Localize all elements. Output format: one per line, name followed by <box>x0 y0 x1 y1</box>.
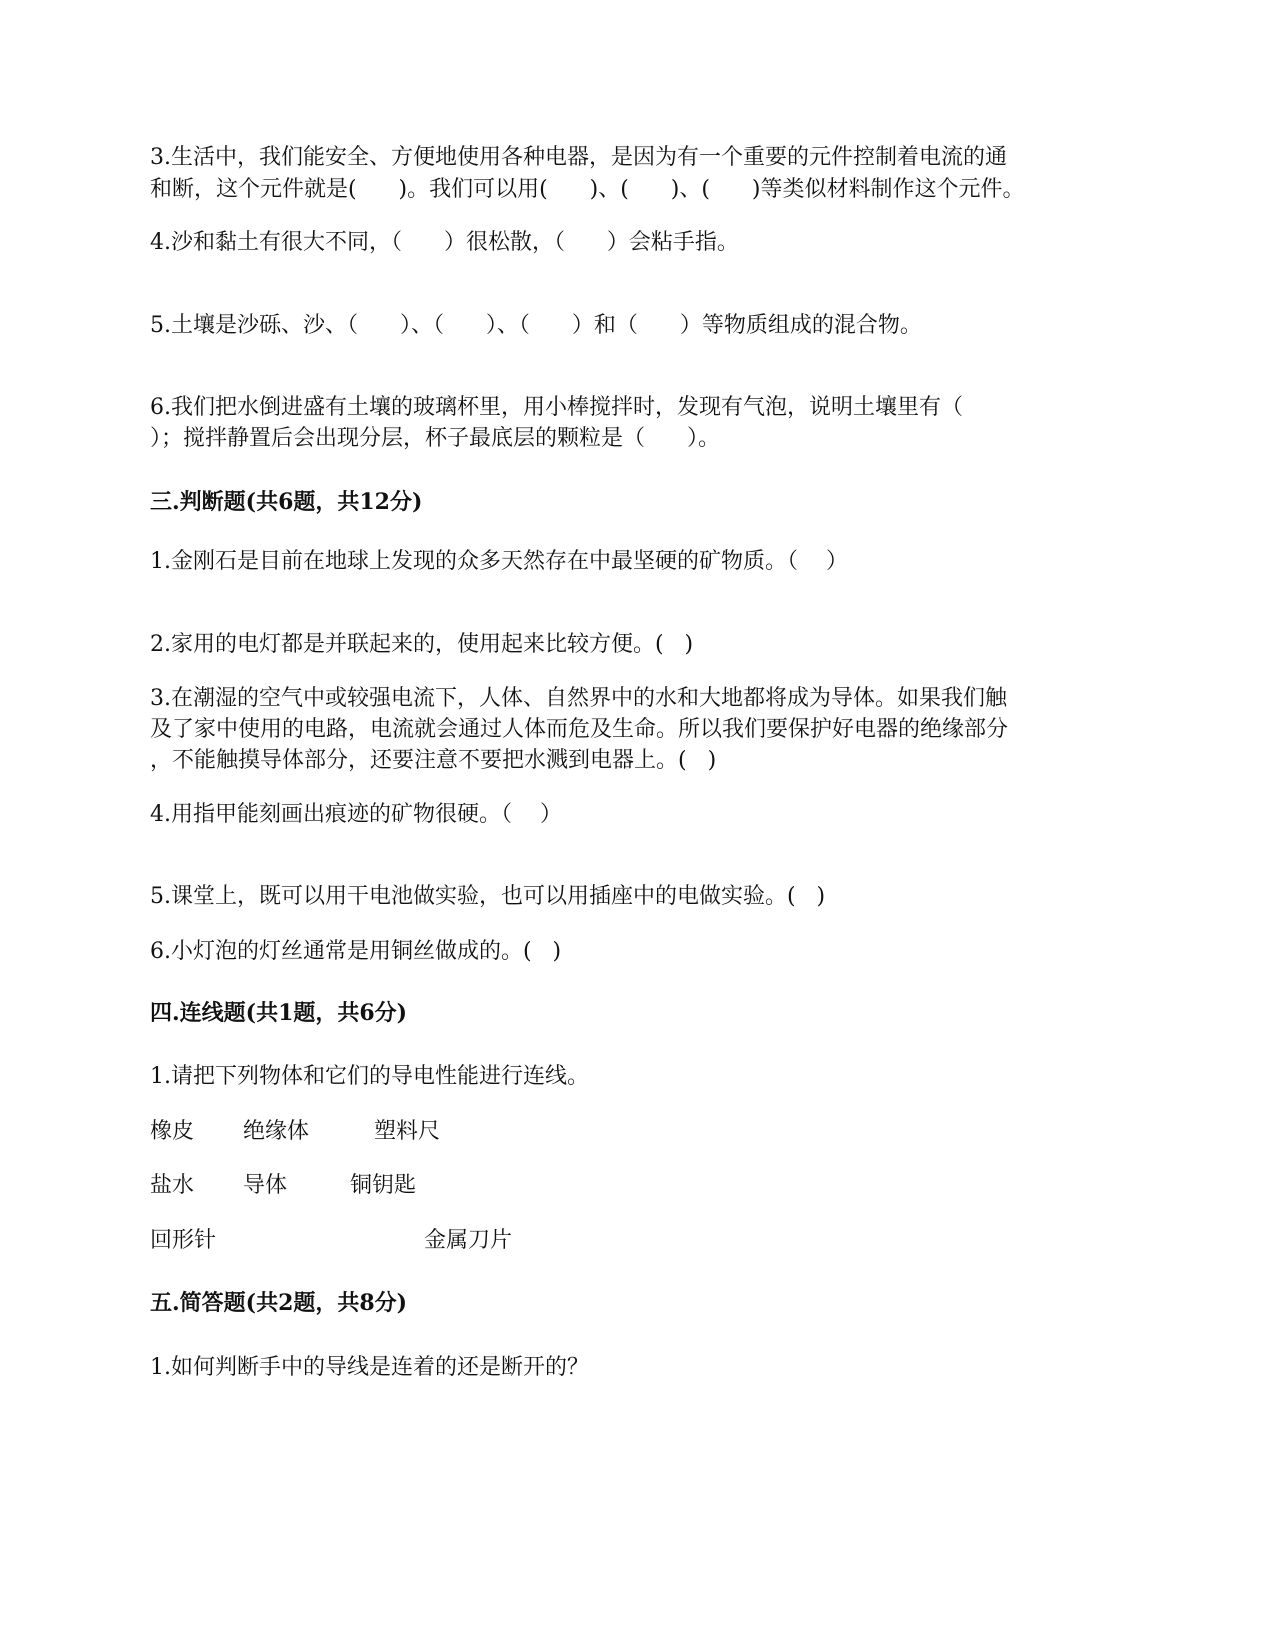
judge-q1: 1.金刚石是目前在地球上发现的众多天然存在中最坚硬的矿物质。（ ） <box>150 549 848 574</box>
judge-q3-line3: ，不能触摸导体部分，还要注意不要把水溅到电器上。( ) <box>150 748 717 773</box>
short-answer-q1: 1.如何判断手中的导线是连着的还是断开的？ <box>150 1355 589 1380</box>
judge-q2: 2.家用的电灯都是并联起来的，使用起来比较方便。( ) <box>150 632 694 657</box>
fill-blank-q6-line2: ）；搅拌静置后会出现分层，杯子最底层的颗粒是（ ）。 <box>150 426 720 451</box>
match-row3-item: 回形针 <box>150 1228 217 1253</box>
match-row1-property: 绝缘体 <box>243 1119 310 1144</box>
judge-q4: 4.用指甲能刻画出痕迹的矿物很硬。（ ） <box>150 802 562 827</box>
fill-blank-q4: 4.沙和黏土有很大不同，（ ）很松散，（ ）会粘手指。 <box>150 230 739 255</box>
match-row3-object: 金属刀片 <box>424 1228 513 1253</box>
judge-section-heading: 三.判断题(共6题，共12分) <box>150 489 423 515</box>
match-q1: 1.请把下列物体和它们的导电性能进行连线。 <box>150 1064 589 1089</box>
match-row2-object: 铜钥匙 <box>350 1173 417 1198</box>
fill-blank-q6-line1: 6.我们把水倒进盛有土壤的玻璃杯里，用小棒搅拌时，发现有气泡，说明土壤里有（ <box>150 395 963 420</box>
judge-q3-line1: 3.在潮湿的空气中或较强电流下，人体、自然界中的水和大地都将成为导体。如果我们触 <box>150 686 1007 711</box>
match-row1-object: 塑料尺 <box>374 1119 441 1144</box>
fill-blank-q3-line1: 3.生活中，我们能安全、方便地使用各种电器，是因为有一个重要的元件控制着电流的通 <box>150 145 1007 170</box>
match-row1-item: 橡皮 <box>150 1119 195 1144</box>
fill-blank-q5: 5.土壤是沙砾、沙、（ ）、（ ）、（ ）和（ ）等物质组成的混合物。 <box>150 313 922 338</box>
match-section-heading: 四.连线题(共1题，共6分) <box>150 1000 408 1026</box>
fill-blank-q3-line2: 和断，这个元件就是( )。我们可以用( )、( )、( )等类似材料制作这个元件。 <box>150 177 1025 202</box>
match-row2-property: 导体 <box>243 1173 288 1198</box>
short-answer-section-heading: 五.简答题(共2题，共8分) <box>150 1290 408 1316</box>
judge-q3-line2: 及了家中使用的电路，电流就会通过人体而危及生命。所以我们要保护好电器的绝缘部分 <box>150 717 1009 742</box>
match-row2-item: 盐水 <box>150 1173 195 1198</box>
judge-q5: 5.课堂上，既可以用干电池做实验，也可以用插座中的电做实验。( ) <box>150 884 826 909</box>
judge-q6: 6.小灯泡的灯丝通常是用铜丝做成的。( ) <box>150 939 562 964</box>
